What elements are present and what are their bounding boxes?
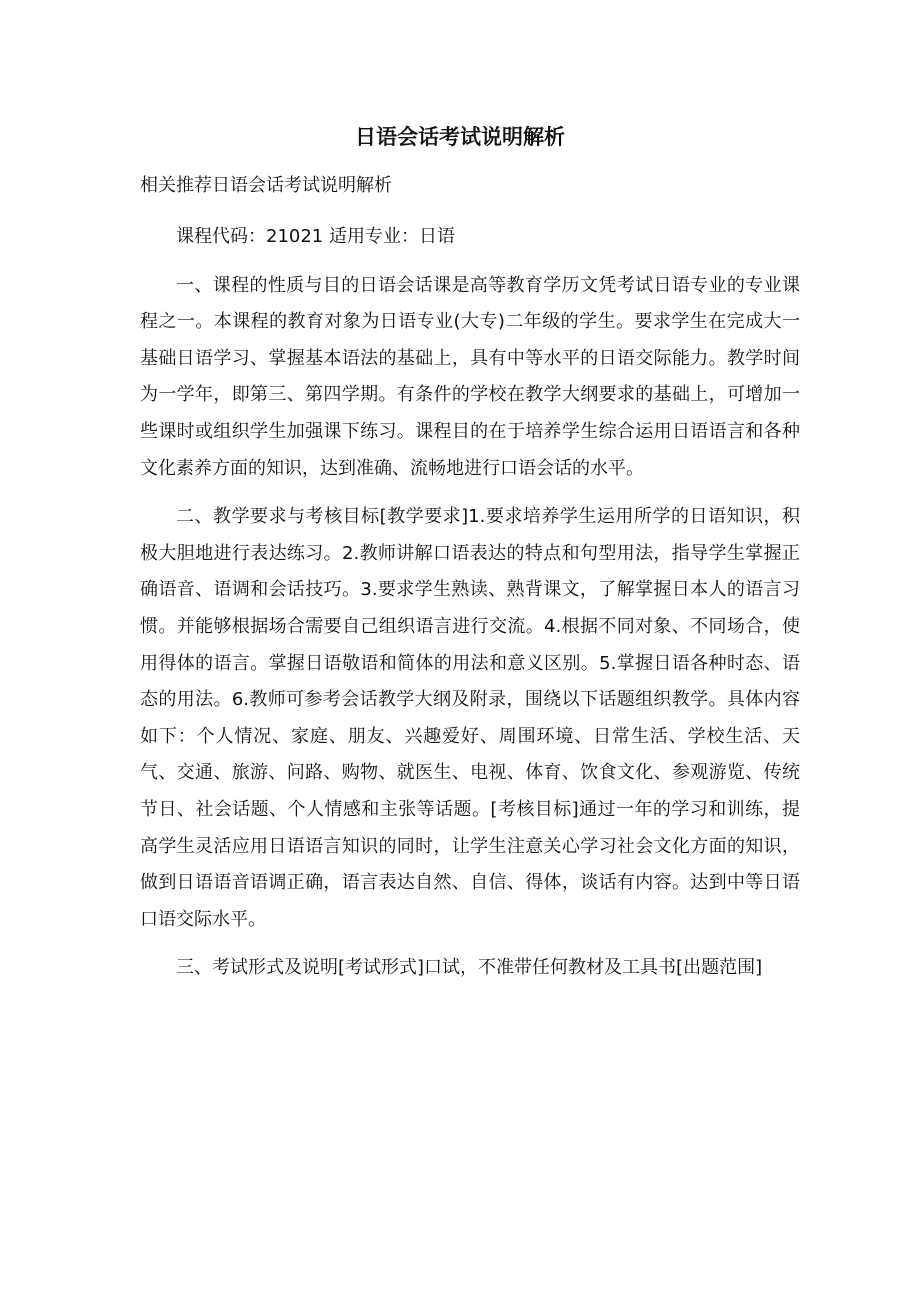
paragraph-nature-purpose: 一、课程的性质与目的日语会话课是高等教育学历文凭考试日语专业的专业课程之一。本课程的教育对象为日语专业(大专)二年级的学生。要求学生在完成大一基础日语学习、掌握基本语法的基础上，具有中等水平的日语交际能力。教学时间为一学年，即第三、第四学期。有条件的学校在教学大纲要求的基础上，可增加一些课时或组织学生加强课下练习。课程目的在于培养学生综合运用日语语言和各种文化素养方面的知识，达到准确、流畅地进行口语会话的水平。 [140, 274, 800, 479]
paragraph-requirements: 二、教学要求与考核目标[教学要求]1.要求培养学生运用所学的日语知识，积极大胆地进行表达练习。2.教师讲解口语表达的特点和句型用法，指导学生掌握正确语音、语调和会话技巧。3.要求学生熟读、熟背课文，了解掌握日本人的语言习惯。并能够根据场合需要自己组织语言进行交流。4.根据不同对象、不同场合，使用得体的语言。掌握日语敬语和简体的用法和意义区别。5.掌握日语各种时态、语态的用法。6.教师可参考会话教学大纲及附录，围绕以下话题组织教学。具体内容如下：个人情况、家庭、朋友、兴趣爱好、周围环境、日常生活、学校生活、天气、交通、旅游、问路、购物、就医生、电视、体育、饮食文化、参观游览、传统节日、社会话题、个人情感和主张等话题。[考核目标]通过一年的学习和训练，提高学生灵活应用日语语言知识的同时，让学生注意关心学习社会文化方面的知识，做到日语语音语调正确，语言表达自然、自信、得体，谈话有内容。达到中等日语口语交际水平。 [140, 506, 800, 930]
document-body [140, 219, 800, 987]
paragraph-exam-format: 三、考试形式及说明[考试形式]口试，不准带任何教材及工具书[出题范围] [176, 957, 763, 979]
course-info: 课程代码：21021 适用专业：日语 [176, 226, 455, 247]
document-subtitle: 相关推荐日语会话考试说明解析 [140, 175, 392, 196]
document-title: 日语会话考试说明解析 [355, 125, 565, 149]
